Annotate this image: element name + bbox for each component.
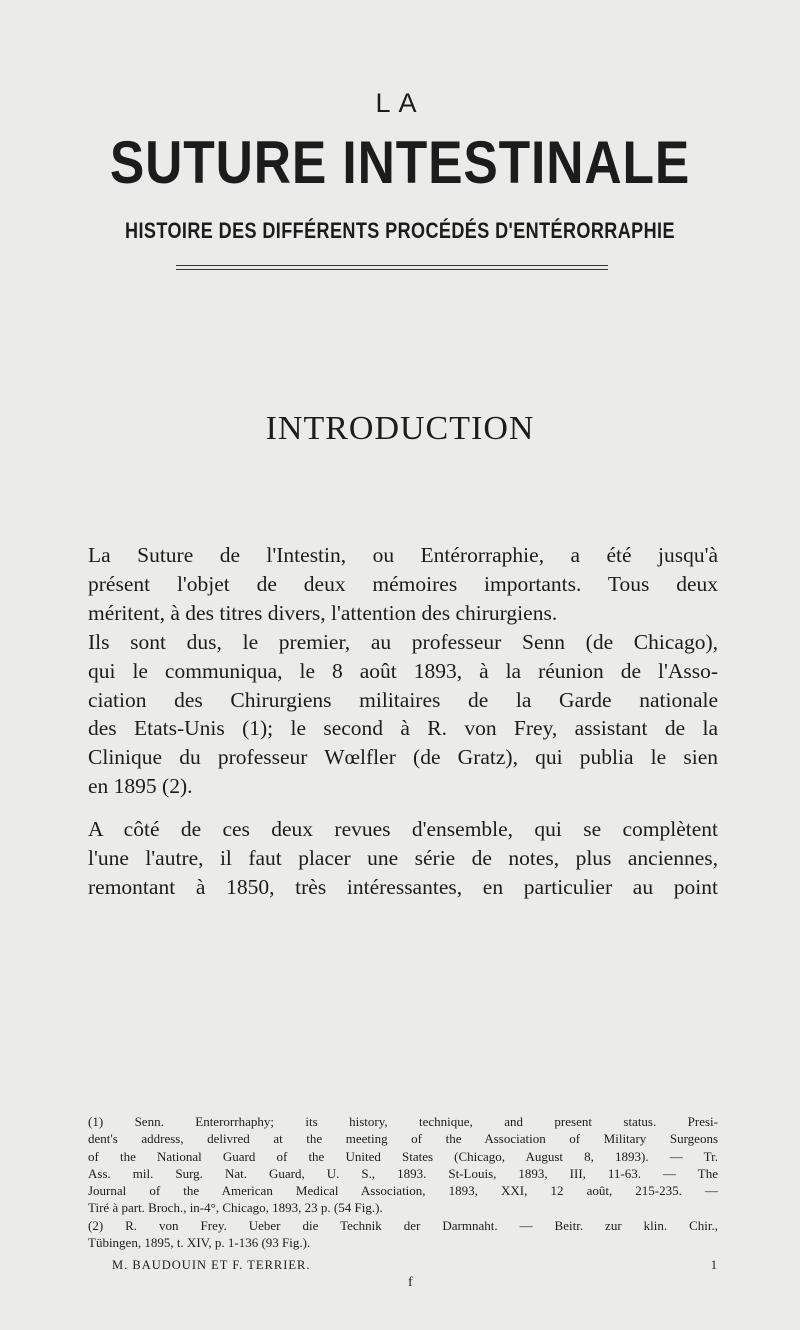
footnotes xyxy=(88,1113,718,1251)
paragraph-line: des Etats-Unis (1); le second à R. von Frey, assistant de la xyxy=(88,716,718,741)
footnote-line: Tübingen, 1895, t. XIV, p. 1-136 (93 Fig.). xyxy=(88,1235,311,1251)
paragraph-line: l'une l'autre, il faut placer une série de notes, plus anciennes, xyxy=(88,845,718,870)
paragraph-1 xyxy=(88,541,718,627)
paragraph-line: remontant à 1850, très intéressantes, en particulier au point xyxy=(88,874,718,899)
footnote-line: Journal of the American Medical Association, 1893, XXI, 12 août, 215-235. — xyxy=(88,1183,718,1199)
book-title: SUTURE INTESTINALE xyxy=(109,129,691,196)
signature-line xyxy=(112,1258,718,1273)
footnote-line: Ass. mil. Surg. Nat. Guard, U. S., 1893. St-Louis, 1893, III, 11-63. — The xyxy=(88,1165,718,1181)
footnote-line: (1) Senn. Enterorrhaphy; its history, technique, and present status. Presi- xyxy=(88,1114,718,1129)
paragraph-line: présent l'objet de deux mémoires importants. Tous deux xyxy=(88,571,718,596)
paragraph-line: méritent, à des titres divers, l'attention des chirurgiens. xyxy=(88,600,558,625)
printer-authors: M. BAUDOUIN ET F. TERRIER. xyxy=(112,1258,311,1272)
paragraph-line: qui le communiqua, le 8 août 1893, à la réunion de l'Asso- xyxy=(88,658,718,683)
footnote-line: Tiré à part. Broch., in-4°, Chicago, 1893, 23 p. (54 Fig.). xyxy=(88,1200,383,1216)
paragraph-line: ciation des Chirurgiens militaires de la Garde nationale xyxy=(88,687,718,712)
footnote-line: (2) R. von Frey. Ueber die Technik der Darmnaht. — Beitr. zur klin. Chir., xyxy=(88,1217,718,1233)
paragraph-2 xyxy=(88,628,718,801)
paragraph-line: La Suture de l'Intestin, ou Entérorraphie, a été jusqu'à xyxy=(88,543,718,567)
footnote-line: of the National Guard of the United States (Chicago, August 8, 1893). — Tr. xyxy=(88,1148,718,1164)
paragraph-line: Ils sont dus, le premier, au professeur Senn (de Chicago), xyxy=(88,630,718,654)
paragraph-3 xyxy=(88,815,718,901)
double-rule-top xyxy=(176,265,608,266)
book-subtitle: HISTOIRE DES DIFFÉRENTS PROCÉDÉS D'ENTÉRORRAPHIE xyxy=(125,218,675,243)
section-title: INTRODUCTION xyxy=(265,410,535,447)
paragraph-line: en 1895 (2). xyxy=(88,773,193,798)
stray-mark: f xyxy=(408,1275,413,1290)
footnote-line: dent's address, delivred at the meeting of the Association of Military Surgeons xyxy=(88,1131,718,1147)
sheet-number: 1 xyxy=(710,1258,718,1272)
double-rule-bottom xyxy=(176,269,608,270)
paragraph-line: Clinique du professeur Wœlfler (de Gratz), qui publia le sien xyxy=(88,745,718,770)
title-article: LA xyxy=(375,88,425,118)
paragraph-line: A côté de ces deux revues d'ensemble, qui se complètent xyxy=(88,817,718,841)
